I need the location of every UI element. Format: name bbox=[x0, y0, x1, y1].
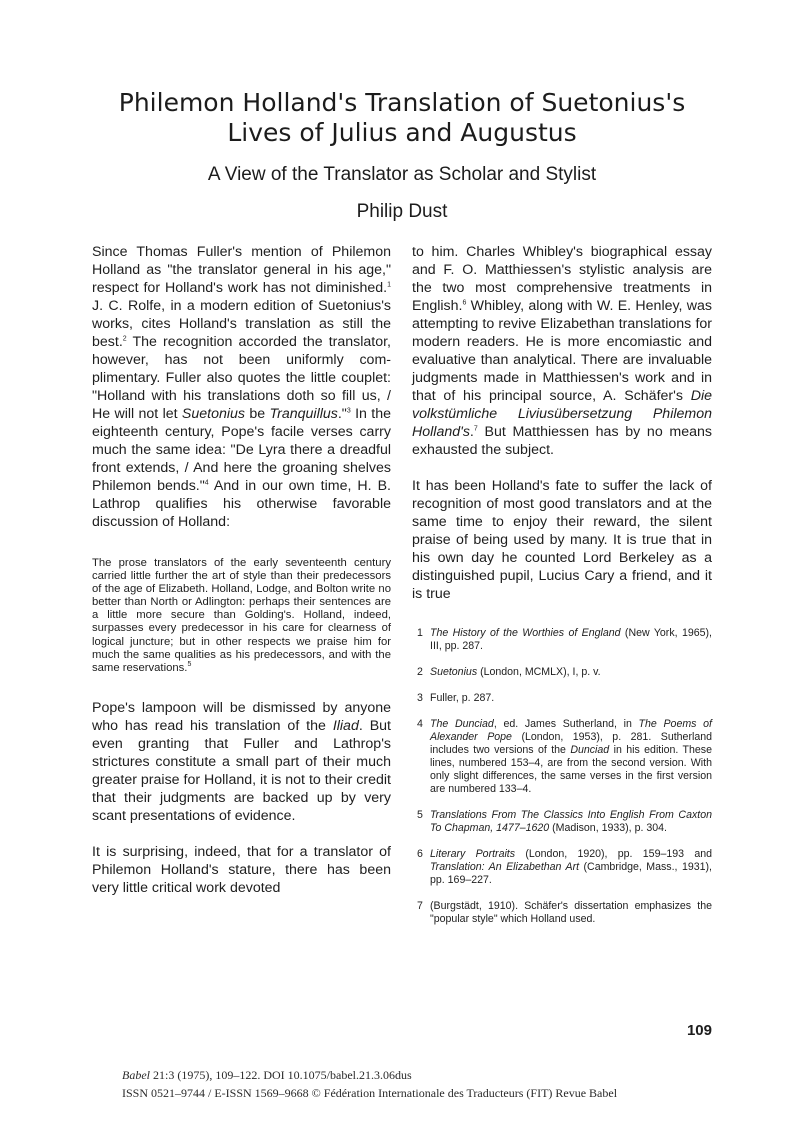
title-line-1: Philemon Holland's Translation of Suetonius's bbox=[118, 88, 686, 117]
body-paragraph-1: Since Thomas Fuller's mention of Philemon Holland as "the translator general in his age," respect for Holland's work has not diminished.$^1$ J. C. Rolfe, in a modern edition of Suetonius's works, cites Holland's translation as still the best.$^2$ The recognition accorded the translator, however, has not been uniformly complimentary. Fuller also quotes the little couplet: "Holland with his translations doth so fill us, / He will not let Suetonius be Tranquillus."$^3$ In the eighteenth century, Pope's facile verses carry much the same idea: "De Lyra there a dreadful front extends, / And here the groaning shelves Philemon bends."$^4$ And in our own time, H. B. Lathrop qualifies his otherwise favorable discussion of Holland: bbox=[92, 244, 391, 530]
author-name: Philip Dust bbox=[356, 201, 448, 222]
footnote-7: 7 (Burgstädt, 1910). Schäfer's dissertation emphasizes the "popular style" which Holland used. bbox=[417, 900, 712, 925]
footnote-1: 1 The History of the Worthies of England (New York, 1965), III, pp. 287. bbox=[417, 627, 712, 652]
journal-name: Babel bbox=[122, 1068, 150, 1082]
body-paragraph-2: Pope's lampoon will be dismissed by anyone who has read his translation of the Iliad. But even granting that Fuller and Lathrop's strictures constitute a small part of their much greater praise for Holland, it is not to their credit that their judgments are backed up by very scant presentations of evidence. bbox=[92, 699, 391, 824]
body-paragraph-5: It has been Holland's fate to suffer the lack of recognition of most good translators and at the same time to enjoy their reward, the silent praise of being used by many. It is true that in his own day he counted Lord Berkeley as a distinguished pupil, Lucius Cary a friend, and it is true bbox=[412, 478, 712, 602]
footnote-5: 5 Translations From The Classics Into English From Caxton To Chapman, 1477–1620 (Madison, 1933), p. 304. bbox=[417, 809, 712, 834]
footnote-6: 6 Literary Portraits (London, 1920), pp. 159–193 and Translation: An Elizabethan Art (Cambridge, Mass., 1931), pp. 169–227. bbox=[417, 848, 712, 886]
footnote-3: 3 Fuller, p. 287. bbox=[417, 692, 495, 704]
footnote-4: 4 The Dunciad, ed. James Sutherland, in The Poems of Alexander Pope (London, 1953), p. 281. Sutherland includes two versions of the Dunciad in his edition. These lines, numbered 153–4, are from the second version. With only slight differences, the same verses in the first version are numbered 133–4. bbox=[417, 718, 712, 795]
footnote-ref-6[interactable]: 6 bbox=[462, 299, 467, 307]
footnote-ref-5[interactable]: 5 bbox=[187, 660, 192, 668]
title-line-2: Lives of Julius and Augustus bbox=[227, 118, 577, 147]
block-quote: The prose translators of the early seventeenth century carried little further the art of style than their predecessors of the age of Elizabeth. Holland, Lodge, and Bolton write no better than North or Adlington: perhaps their sentences are a little more secure than Golding's. Holland, indeed, surpasses every predecessor in his care for clearness of logical juncture; but in other respects we praise him for much the same qualities as his predecessors, and with the same reservations.$^5$ bbox=[92, 557, 391, 674]
footnote-ref-3[interactable]: 3 bbox=[346, 407, 351, 415]
footnotes bbox=[412, 627, 712, 926]
article-subtitle: A View of the Translator as Scholar and Stylist bbox=[207, 164, 597, 185]
footnote-ref-4[interactable]: 4 bbox=[204, 479, 209, 487]
footnote-ref-1[interactable]: 1 bbox=[387, 281, 391, 289]
footnote-ref-7[interactable]: 7 bbox=[473, 425, 478, 433]
footnote-2: 2 Suetonius (London, MCMLX), I, p. v. bbox=[417, 666, 601, 678]
left-column bbox=[92, 243, 391, 897]
right-column bbox=[412, 243, 712, 939]
body-paragraph-3: It is surprising, indeed, that for a translator of Philemon Holland's stature, there has been very little critical work devoted bbox=[92, 843, 391, 896]
page-number: 109 bbox=[686, 1022, 712, 1039]
citation-line: Babel 21:3 (1975), 109–122. DOI 10.1075/babel.21.3.06dus bbox=[122, 1068, 412, 1082]
article-title bbox=[60, 88, 744, 148]
body-paragraph-4: to him. Charles Whibley's biographical essay and F. O. Matthiessen's stylistic analysis are the two most comprehensive treatments in English.$^6$ Whibley, along with W. E. Henley, was attempting to revive Elizabethan translations for modern readers. He is more encomiastic and evaluative than analytical. There are invaluable judgments made in Matthiessen's work and in that of his principal source, A. Schäfer's Die volkstümliche Liviusübersetzung Philemon Holland's.$^7$ But Matthiessen has by no means exhausted the subject. bbox=[412, 244, 712, 458]
journal-footer bbox=[122, 1066, 742, 1102]
footnote-ref-2[interactable]: 2 bbox=[122, 335, 127, 343]
issn-line: ISSN 0521–9744 / E-ISSN 1569–9668 © Fédération Internationale des Traducteurs (FIT) Revue Babel bbox=[122, 1086, 618, 1100]
